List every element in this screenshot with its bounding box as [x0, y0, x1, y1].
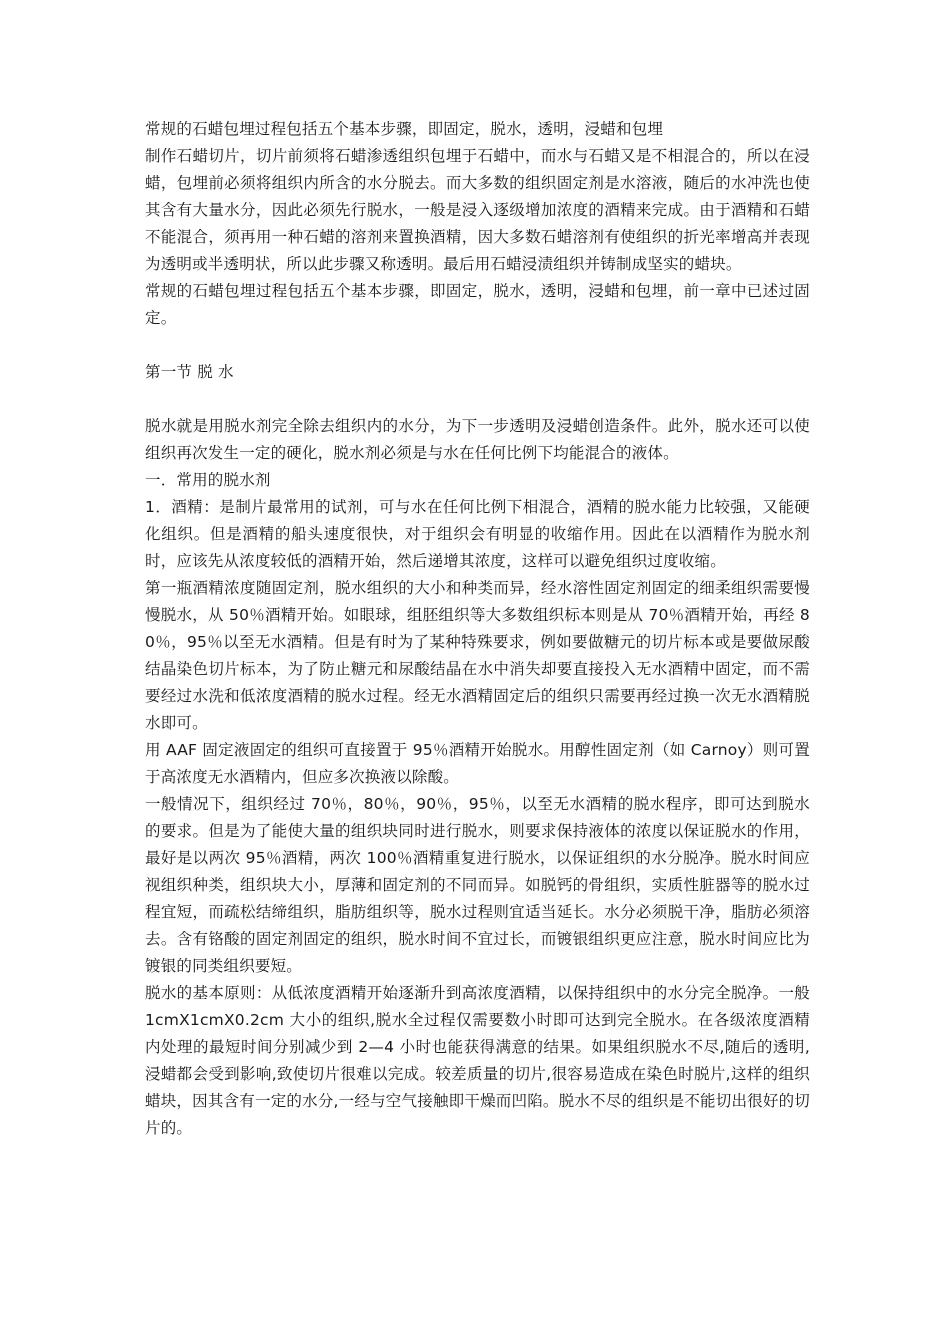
section-paragraph-aaf: 用 AAF 固定液固定的组织可直接置于 95％酒精开始脱水。用醇性固定剂（如 Carnoy）则可置于高浓度无水酒精内，但应多次换液以除酸。: [145, 741, 810, 786]
section-paragraph-1: 脱水就是用脱水剂完全除去组织内的水分，为下一步透明及浸蜡创造条件。此外，脱水还可以使组织再次发生一定的硬化，脱水剂必须是与水在任何比例下均能混合的液体。: [145, 417, 810, 462]
section-paragraph-first-bottle: 第一瓶酒精浓度随固定剂，脱水组织的大小和种类而异，经水溶性固定剂固定的细柔组织需要慢慢脱水，从 50％酒精开始。如眼球，组胚组织等大多数组织标本则是从 70％酒精开始，再经 80％，95％以至无水酒精。但是有时为了某种特殊要求，例如要做糖元的切片标本或是要做尿酸结晶染色切片标本，为了防止糖元和尿酸结晶在水中消失却要直接投入无水酒精中固定，而不需要经过水洗和低浓度酒精的脱水过程。经无水酒精固定后的组织只需要再经过换一次无水酒精脱水即可。: [145, 579, 810, 732]
section-title: 第一节 脱 水: [145, 363, 234, 381]
intro-paragraph-3: 常规的石蜡包埋过程包括五个基本步骤，即固定，脱水，透明，浸蜡和包埋，前一章中已述过固定。: [145, 282, 810, 327]
blank-line: [145, 332, 810, 359]
intro-paragraph-2: 制作石蜡切片，切片前须将石蜡渗透组织包埋于石蜡中，而水与石蜡又是不相混合的，所以在浸蜡，包埋前必须将组织内所含的水分脱去。而大多数的组织固定剂是水溶液，随后的水冲洗也使其含有大量水分，因此必须先行脱水，一般是浸入逐级增加浓度的酒精来完成。由于酒精和石蜡不能混合，须再用一种石蜡的溶剂来置换酒精，因大多数石蜡溶剂有使组织的折光率增高并表现为透明或半透明状，所以此步骤又称透明。最后用石蜡浸渍组织并铸制成坚实的蜡块。: [145, 147, 810, 273]
section-paragraph-general: 一般情况下，组织经过 70％，80％，90％，95％，以至无水酒精的脱水程序，即可达到脱水的要求。但是为了能使大量的组织块同时进行脱水，则要求保持液体的浓度以保证脱水的作用，最好是以两次 95％酒精，两次 100％酒精重复进行脱水，以保证组织的水分脱净。脱水时间应视组织种类，组织块大小，厚薄和固定剂的不同而异。如脱钙的骨组织，实质性脏器等的脱水过程宜短，而疏松结缔组织，脂肪组织等，脱水过程则宜适当延长。水分必须脱干净，脂肪必须溶去。含有铬酸的固定剂固定的组织，脱水时间不宜过长，而镀银组织更应注意，脱水时间应比为镀银的同类组织要短。: [145, 795, 810, 975]
section-paragraph-principle: 脱水的基本原则：从低浓度酒精开始逐渐升到高浓度酒精，以保持组织中的水分完全脱净。一般 1cmX1cmX0.2cm 大小的组织,脱水全过程仅需要数小时即可达到完全脱水。在各级浓度酒精内处理的最短时间分别减少到 2—4 小时也能获得满意的结果。如果组织脱水不尽,随后的透明,浸蜡都会受到影响,致使切片很难以完成。较差质量的切片,很容易造成在染色时脱片,这样的组织蜡块，因其含有一定的水分,一经与空气接触即干燥而凹陷。脱水不尽的组织是不能切出很好的切片的。: [145, 984, 810, 1137]
document-body: [145, 116, 810, 1142]
section-paragraph-alcohol: 1．酒精：是制片最常用的试剂，可与水在任何比例下相混合，酒精的脱水能力比较强，又能硬化组织。但是酒精的船头速度很快，对于组织会有明显的收缩作用。因此在以酒精作为脱水剂时，应该先从浓度较低的酒精开始，然后递增其浓度，这样可以避免组织过度收缩。: [145, 498, 810, 570]
blank-line: [145, 386, 810, 413]
subsection-heading: 一．常用的脱水剂: [145, 471, 271, 489]
intro-paragraph-1: 常规的石蜡包埋过程包括五个基本步骤，即固定，脱水，透明，浸蜡和包埋: [145, 120, 664, 138]
